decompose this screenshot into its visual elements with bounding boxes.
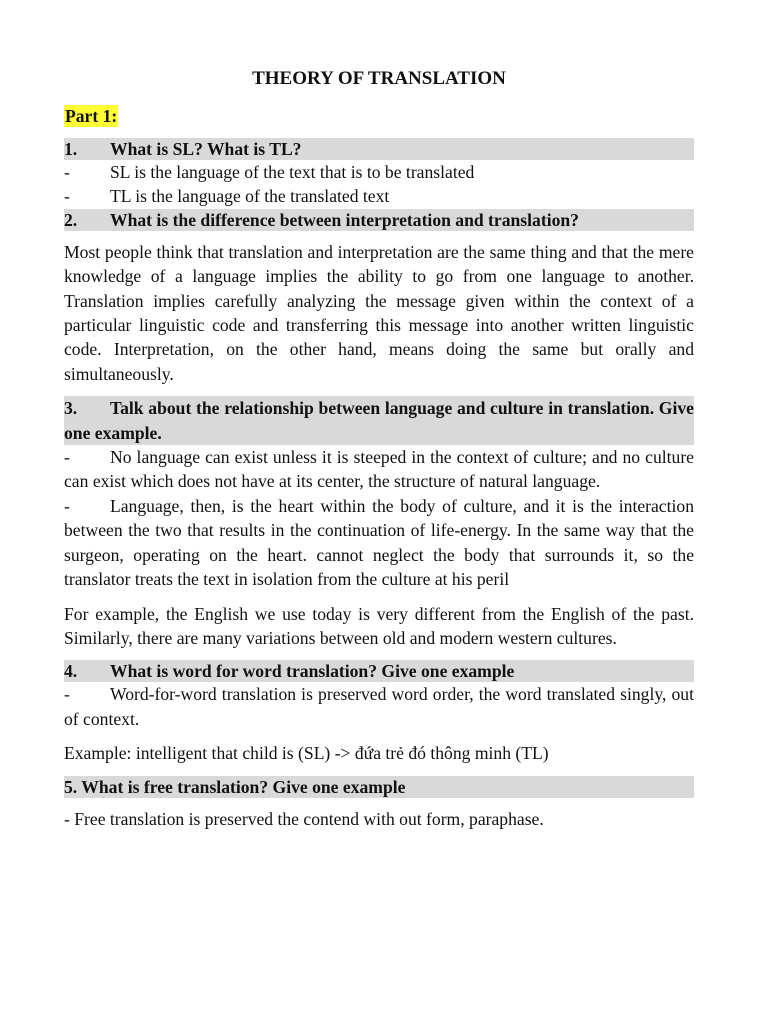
q5-answer: - Free translation is preserved the contend with out form, paraphase. [64, 808, 544, 829]
question-number: 3. [64, 398, 78, 419]
q3-bullet-2 [64, 494, 694, 592]
question-number: 1. [64, 139, 78, 159]
bullet-text: No language can exist unless it is steeped in the context of culture; and no culture can exist which does not have at its center, the structure of natural language. [64, 447, 694, 492]
question-text: What is the difference between interpretation and translation? [110, 209, 579, 230]
q4-bullet [64, 682, 694, 731]
bullet-dash: - [64, 447, 70, 468]
question-5-heading: 5. What is free translation? Give one example [64, 776, 694, 798]
bullet-dash: - [64, 162, 70, 182]
q1-bullet-1 [64, 160, 694, 184]
document-title: THEORY OF TRANSLATION [252, 68, 506, 89]
question-text: What is word for word translation? Give one example [110, 661, 515, 682]
question-1-heading [64, 138, 694, 160]
question-number: 4. [64, 661, 78, 682]
q1-bullet-2 [64, 184, 694, 208]
q3-example: For example, the English we use today is very different from the English of the past. Similarly, there are many variations between old and modern western cultures. [64, 603, 694, 648]
bullet-text: Language, then, is the heart within the body of culture, and it is the interaction between the two that results in the continuation of life-energy. In the same way that the surgeon, operating on the heart. cannot neglect the body that surrounds it, so the translator treats the text in isolation from the culture at his peril [64, 495, 694, 590]
bullet-dash: - [64, 186, 70, 207]
document-page [64, 62, 694, 831]
q3-bullet-1 [64, 445, 694, 494]
bullet-text: SL is the language of the text that is to be translated [110, 162, 475, 182]
q2-answer: Most people think that translation and interpretation are the same thing and that the mere knowledge of a language implies the ability to go from one language to another. Translation implies carefully analyzing the message given within the context of a particular linguistic code and transferring this message into another written linguistic code. Interpretation, on the other hand, means doing the same but orally and simultaneously. [64, 241, 694, 384]
question-text: Talk about the relationship between language and culture in translation. Give one example. [64, 398, 694, 443]
bullet-dash: - [64, 495, 70, 516]
question-3-heading [64, 396, 694, 445]
bullet-text: TL is the language of the translated text [110, 186, 390, 207]
bullet-text: Word-for-word translation is preserved word order, the word translated singly, out of context. [64, 684, 694, 729]
question-number: 2. [64, 209, 78, 230]
question-text: What is SL? What is TL? [110, 139, 302, 159]
question-2-heading [64, 209, 694, 231]
bullet-dash: - [64, 684, 70, 705]
part-heading: Part 1: [65, 106, 118, 126]
question-4-heading [64, 660, 694, 682]
q4-example: Example: intelligent that child is (SL) -> đứa trẻ đó thông minh (TL) [64, 743, 549, 764]
